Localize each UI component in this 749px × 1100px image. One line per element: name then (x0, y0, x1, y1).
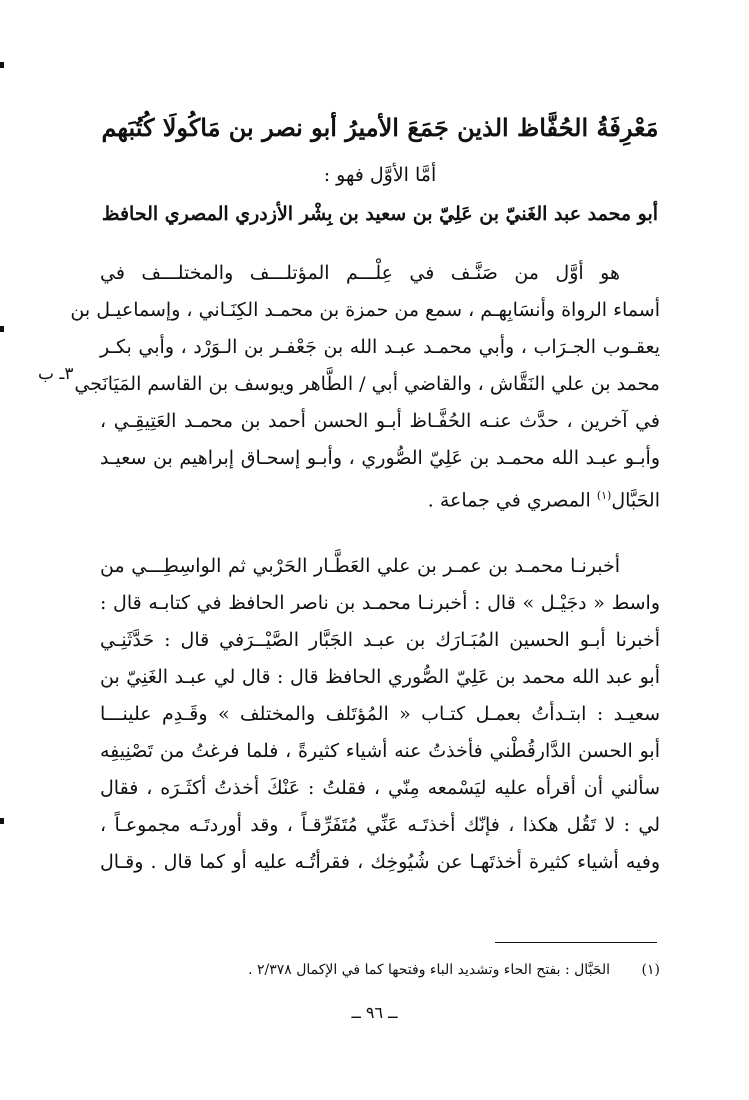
text-line (100, 477, 660, 519)
text-line: أسماء الرواة وأنسَابِهـم ، سمع من حمزة بن محمـد الكِنَـاني ، وإسماعيـل بن (70, 299, 660, 321)
text-line: سألني أن أقرأه عليه ليَسْمعه مِنّي ، فقلتُ : عَنْكَ أخذتُ أكثَـرَه ، فقال (100, 777, 660, 799)
text-line: وفيه أشياء كثيرة أخذتَهـا عن شُيُوخِك ، فقرأتُـه عليه أو كما قال . وقـال (100, 851, 660, 873)
text-line: لي : لا تَقُل هكذا ، فإنّك أخذتَـه عَنِّي مُتَفَرِّقـاً ، وقد أوردتَـه مجموعـاً ، (100, 814, 660, 836)
page-number: ــ ٩٦ ــ (351, 1003, 398, 1022)
biography-paragraph (70, 255, 660, 519)
text-line: هو أوَّل من صَنَّـف في عِلْـــم المؤتلـــف والمختلـــف في (100, 262, 620, 284)
line-rest: المصري في جماعة . (427, 489, 591, 512)
scholar-name-heading: أبو محمد عبد الغَنيّ بن عَلِيّ بن سعيد بن بِشْر الأزدري المصري الحافظ (101, 203, 659, 225)
footnoted-word: الحَبَّال (611, 489, 660, 512)
text-line: في آخرين ، حدَّث عنـه الحُفَّـاظ أبـو الحسن أحمد بن محمـد العَتِيقِـي ، (100, 410, 660, 432)
text-line: يعقـوب الجـرَاب ، وأبي محمـد عبـد الله بن جَعْفـر بن الـوَرْد ، وأبي بكـر (100, 336, 660, 358)
section-subtitle: أمَّا الأوَّل فهو : (323, 164, 437, 186)
text-line: أخبرنا أبـو الحسين المُبَـارَك بن عبـد الجَبَّار الصَّيْــرَفي قال : حَدَّثَنِـي (100, 629, 660, 651)
text-line: وأبـو عبـد الله محمـد بن عَلِيّ الصُّوري ، وأبـو إسحـاق إبراهيم بن سعيـد (100, 447, 660, 469)
text-line: أبو الحسن الدَّارقُطْني فأخذتُ عنه أشياء كثيرةً ، فلما فرغتُ من تَصْنِيفِه (100, 740, 660, 762)
manuscript-folio-reference: ٣ـ ب (38, 364, 74, 384)
text-line: محمد بن علي النَقَّاش ، والقاضي أبي / الطَّاهر ويوسف بن القاسم المَيَانَجي (74, 373, 660, 395)
footnote-divider (495, 942, 657, 943)
text-line: أبو عبد الله محمد بن عَلِيّ الصُّوري الحافظ قال : قال لي عبـد الغَنِيّ بن (100, 666, 660, 688)
footnote-marker[interactable]: (١) (596, 489, 612, 502)
scan-edge-mark (0, 326, 4, 332)
footnote-number: (١) (641, 962, 660, 978)
text-line: أخبرنـا محمـد بن عمـر بن علي العَطَّـار الحَرْبي ثم الواسِطِـــي من (100, 555, 620, 577)
footnote (100, 958, 660, 982)
footnote-text: الحَبَّال : بفتح الحاء وتشديد الباء وفتحها كما في الإكمال ٢/٣٧٨ . (248, 962, 610, 978)
narration-paragraph (100, 548, 660, 881)
text-line: سعيـد : ابتـدأتُ بعمـل كتـاب « المُؤتَلف والمختلف » وقَـدِم علينـــا (100, 703, 660, 725)
page-title: مَعْرِفَةُ الحُفَّاظ الذين جَمَعَ الأميرُ أبو نصر بن مَاكُولَا كُتُبَهم (101, 113, 659, 142)
text-line: واسط « دجَيْـل » قال : أخبرنـا محمـد بن ناصر الحافظ في كتابـه قال : (100, 592, 660, 614)
scan-edge-mark (0, 818, 4, 824)
scan-edge-mark (0, 62, 4, 68)
